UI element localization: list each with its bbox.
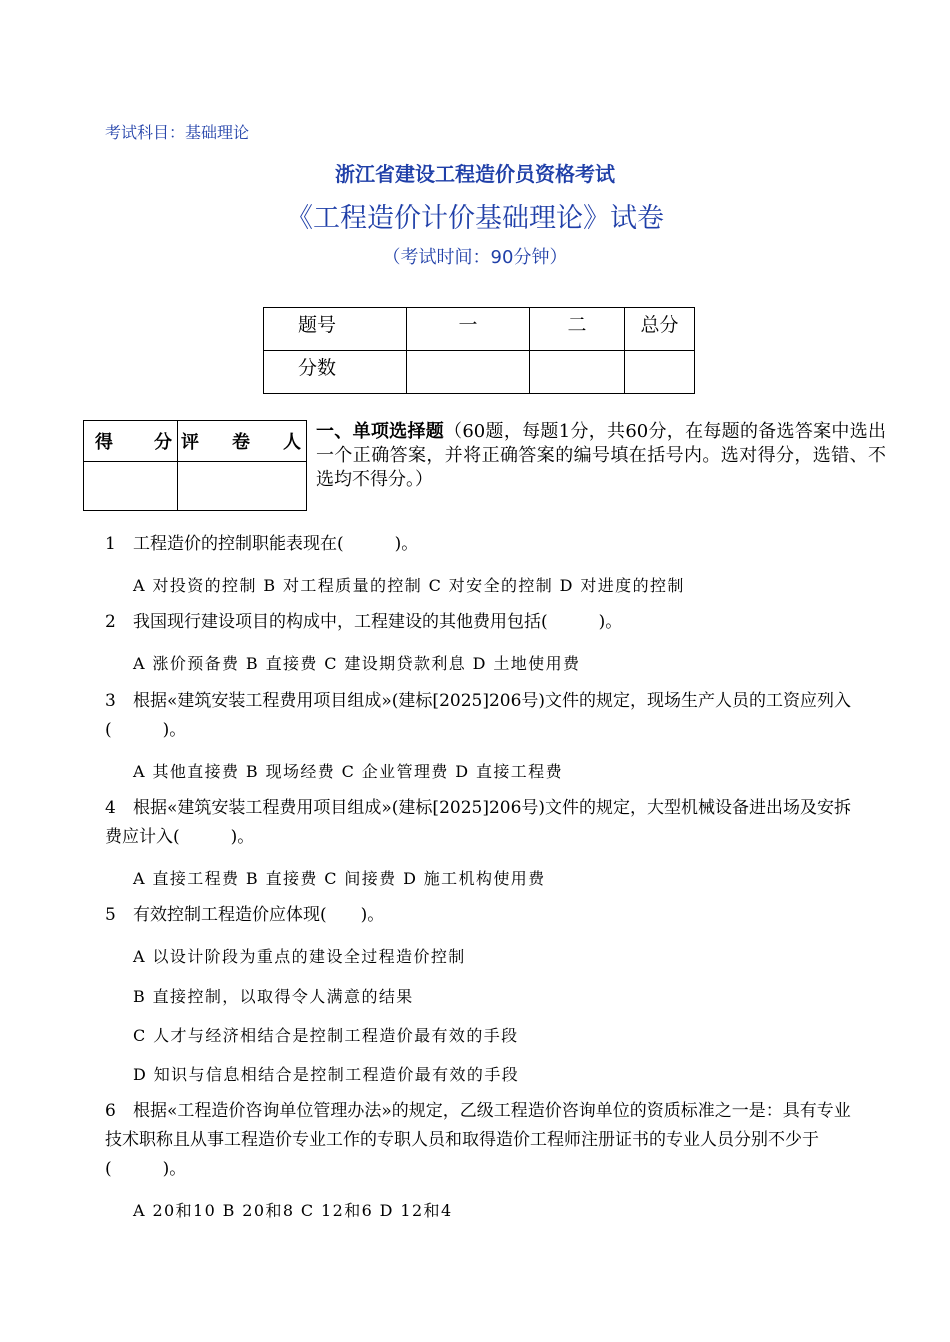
question-text: 有效控制工程造价应体现( )。	[133, 905, 385, 925]
score-header-cell	[84, 421, 178, 462]
question-4-options: A 直接工程费 B 直接费 C 间接费 D 施工机构使用费	[133, 869, 546, 888]
paper-title: 《工程造价计价基础理论》试卷	[286, 203, 664, 234]
score-table	[263, 307, 695, 394]
question-5-option-d: D 知识与信息相结合是控制工程造价最有效的手段	[133, 1065, 520, 1084]
question-number: 3	[105, 691, 116, 711]
question-1	[105, 530, 855, 559]
score-header-char: 分	[154, 432, 172, 453]
grader-header-char: 卷	[232, 432, 250, 453]
question-2	[105, 608, 855, 637]
grader-table	[83, 420, 307, 511]
score-table-header-row	[264, 308, 695, 351]
question-number: 6	[105, 1101, 116, 1121]
question-text: 根据«建筑安装工程费用项目组成»(建标[2025]206号)文件的规定，现场生产人员的工资应列入( )。	[105, 691, 852, 740]
score-header-char: 得	[95, 432, 113, 453]
question-text: 根据«建筑安装工程费用项目组成»(建标[2025]206号)文件的规定，大型机械设备进出场及安拆费应计入( )。	[105, 798, 852, 847]
question-5	[105, 901, 855, 930]
question-number: 5	[105, 905, 116, 925]
question-1-options: A 对投资的控制 B 对工程质量的控制 C 对安全的控制 D 对进度的控制	[133, 576, 685, 595]
grader-table-header-row	[84, 421, 307, 462]
section-heading	[316, 420, 886, 492]
question-text: 我国现行建设项目的构成中，工程建设的其他费用包括( )。	[133, 612, 623, 632]
score-table-cell	[407, 351, 530, 394]
exam-subject: 考试科目：基础理论	[105, 123, 250, 142]
score-table-score-row	[264, 351, 695, 394]
grader-header-cell	[178, 421, 307, 462]
exam-duration: （考试时间：90分钟）	[382, 247, 568, 268]
question-5-option-b: B 直接控制，以取得令人满意的结果	[133, 987, 414, 1006]
question-4	[105, 794, 855, 852]
score-table-cell	[625, 351, 695, 394]
question-number: 1	[105, 534, 116, 554]
section-instructions: （60题，每题1分，共60分，在每题的备选答案中选出一个正确答案，并将正确答案的编号填在括号内。选对得分，选错、不选均不得分。）	[316, 421, 887, 490]
section-title: 一、单项选择题	[316, 421, 445, 442]
grader-blank-cell	[178, 462, 307, 511]
score-table-cell: 二	[530, 308, 625, 351]
question-5-option-c: C 人才与经济相结合是控制工程造价最有效的手段	[133, 1026, 519, 1045]
score-table-cell: 分数	[264, 351, 407, 394]
question-2-options: A 涨价预备费 B 直接费 C 建设期贷款利息 D 土地使用费	[133, 654, 581, 673]
score-table-cell	[530, 351, 625, 394]
question-5-option-a: A 以设计阶段为重点的建设全过程造价控制	[133, 947, 466, 966]
score-table-cell: 一	[407, 308, 530, 351]
question-number: 2	[105, 612, 116, 632]
grader-header-char: 评	[181, 432, 199, 453]
grader-table-blank-row	[84, 462, 307, 511]
score-table-cell: 总分	[625, 308, 695, 351]
question-3	[105, 687, 855, 745]
question-number: 4	[105, 798, 116, 818]
question-3-options: A 其他直接费 B 现场经费 C 企业管理费 D 直接工程费	[133, 762, 563, 781]
question-text: 工程造价的控制职能表现在( )。	[133, 534, 419, 554]
exam-title: 浙江省建设工程造价员资格考试	[335, 162, 615, 186]
question-text: 根据«工程造价咨询单位管理办法»的规定，乙级工程造价咨询单位的资质标准之一是：具有专业技术职称且从事工程造价专业工作的专职人员和取得造价工程师注册证书的专业人员分别不少于( )。	[105, 1101, 851, 1179]
score-table-cell: 题号	[264, 308, 407, 351]
question-6	[105, 1097, 855, 1184]
question-6-options: A 20和10 B 20和8 C 12和6 D 12和4	[133, 1201, 453, 1220]
grader-header-char: 人	[283, 432, 301, 453]
score-blank-cell	[84, 462, 178, 511]
